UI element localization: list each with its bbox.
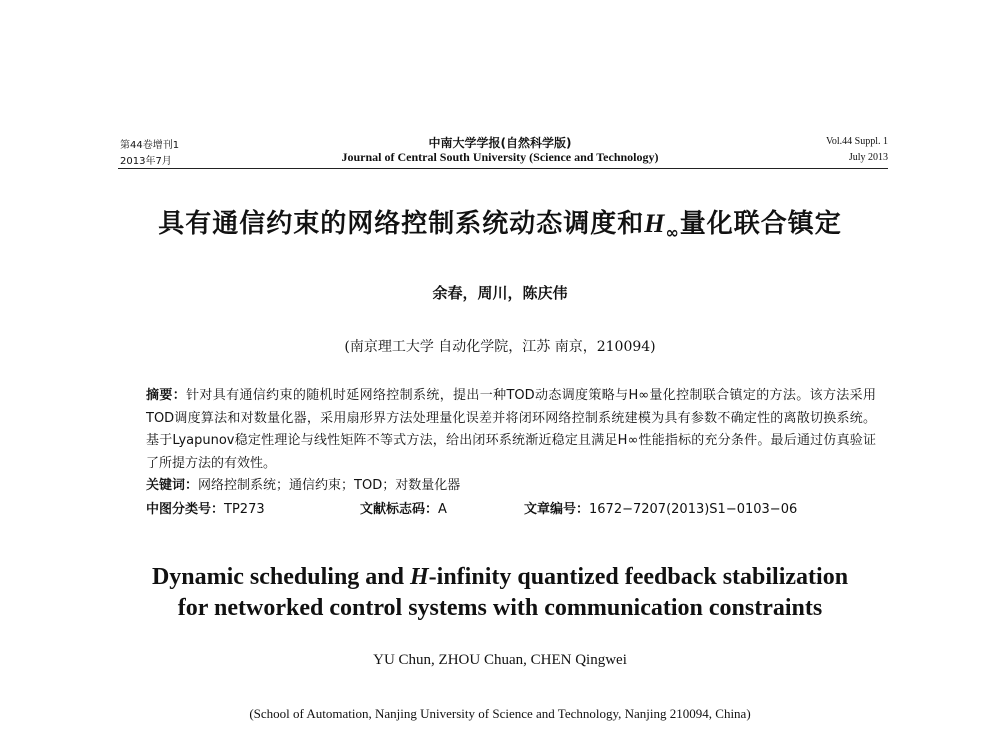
journal-name-cn: 中南大学学报(自然科学版) xyxy=(428,136,572,150)
article-no-value: 1672−7207(2013)S1−0103−06 xyxy=(589,502,798,517)
doc-code-label: 文献标志码： xyxy=(360,502,439,517)
keywords-label: 关键词： xyxy=(146,478,199,493)
classification-label: 中图分类号： xyxy=(146,502,225,517)
classification-value: TP273 xyxy=(224,502,265,517)
title-en-h: H xyxy=(410,564,429,590)
title-en-line2: for networked control systems with communication constraints xyxy=(177,595,823,621)
affiliation-cn: (南京理工大学 自动化学院，江苏 南京，210094) xyxy=(344,339,656,355)
authors-en: YU Chun, ZHOU Chuan, CHEN Qingwei xyxy=(373,652,627,668)
abstract-label: 摘要： xyxy=(146,388,187,403)
header-rule xyxy=(118,168,888,169)
classification-number xyxy=(146,498,265,517)
article-number xyxy=(524,498,797,517)
paper-title-cn xyxy=(0,203,1000,242)
keywords-text: 网络控制系统；通信约束；TOD；对数量化器 xyxy=(198,478,461,493)
journal-volume-en: Vol.44 Suppl. 1 xyxy=(825,136,888,147)
title-en-pre: Dynamic scheduling and xyxy=(151,564,410,590)
title-cn-post: 量化联合镇定 xyxy=(679,209,842,239)
paper-title-en xyxy=(0,562,1000,624)
document-code xyxy=(360,498,447,517)
abstract-text: 针对具有通信约束的随机时延网络控制系统，提出一种TOD动态调度策略与H∞量化控制联合镇定的方法。该方法采用TOD调度算法和对数量化器，采用扇形界方法处理量化误差并将闭环网络控制系统建模为具有参数不确定性的离散切换系统。基于Lyapunov稳定性理论与线性矩阵不等式方法，给出闭环系统渐近稳定且满足H∞性能指标的充分条件。最后通过仿真验证了所提方法的有效性。 xyxy=(146,388,876,471)
title-cn-pre: 具有通信约束的网络控制系统动态调度和 xyxy=(158,209,645,239)
affiliation-en: (School of Automation, Nanjing University of Science and Technology, Nanjing 210094, China) xyxy=(249,706,751,721)
journal-date-cn: 2013年7月 xyxy=(120,156,172,167)
title-en-post: -infinity quantized feedback stabilization xyxy=(428,564,849,590)
article-no-label: 文章编号： xyxy=(524,502,590,517)
journal-volume-issue: 第44卷增刊1 xyxy=(120,140,180,151)
keywords-cn xyxy=(146,474,460,493)
journal-date-en: July 2013 xyxy=(848,152,888,163)
authors-cn: 余春，周川，陈庆伟 xyxy=(432,284,568,302)
title-cn-sub: ∞ xyxy=(665,223,680,243)
journal-name-en: Journal of Central South University (Science and Technology) xyxy=(341,150,659,164)
doc-code-value: A xyxy=(438,502,447,517)
abstract-cn xyxy=(146,385,876,475)
title-cn-h: H xyxy=(644,209,666,238)
title-en-line1 xyxy=(0,562,1000,593)
